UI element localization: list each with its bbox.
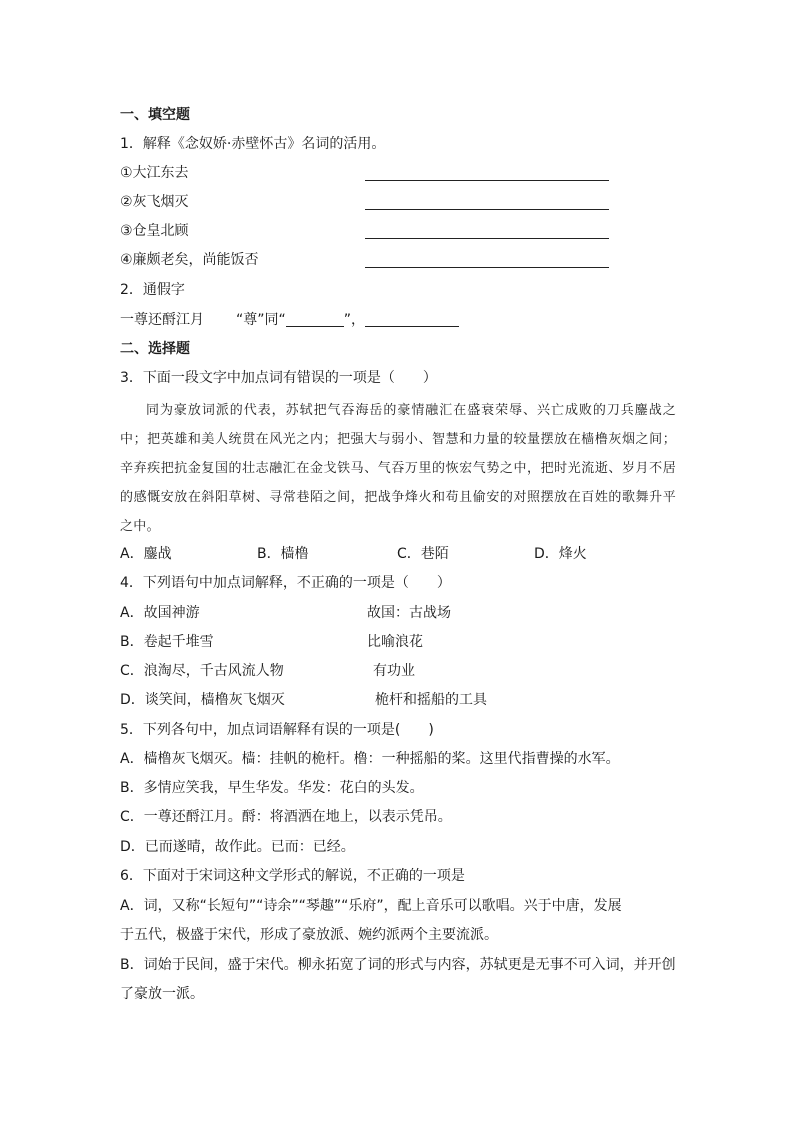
q1-item-2: ②灰飞烟灭 (120, 194, 189, 210)
answer-blank-4[interactable] (365, 267, 609, 268)
q5-option-c[interactable]: C．一尊还酹江月。酹：将酒洒在地上，以表示凭吊。 (120, 809, 452, 825)
q3-option-b[interactable]: B．樯橹 (257, 546, 309, 562)
q4-row-c-explanation: 有功业 (373, 663, 415, 679)
q6-option-b-line1[interactable]: B．词始于民间，盛于宋代。柳永拓宽了词的形式与内容，苏轼更是无事不可入词，并开创 (120, 957, 676, 973)
question-4-stem: 4．下列语句中加点词解释，不正确的一项是（ ） (120, 575, 451, 591)
q3-option-c[interactable]: C．巷陌 (397, 546, 449, 562)
q4-row-d-explanation: 桅杆和摇船的工具 (375, 692, 487, 708)
q2-phrase: 一尊还酹江月 (120, 312, 204, 328)
q3-option-d[interactable]: D．烽火 (534, 546, 587, 562)
question-3-stem: 3．下面一段文字中加点词有错误的一项是（ ） (120, 370, 437, 386)
answer-blank-6[interactable] (365, 312, 459, 327)
q6-option-a-line2: 于五代，极盛于宋代，形成了豪放派、婉约派两个主要流派。 (120, 927, 498, 943)
answer-blank-2[interactable] (365, 209, 609, 210)
answer-blank-5[interactable] (286, 312, 344, 327)
section-title-fill-blank: 一、填空题 (120, 107, 190, 123)
q4-row-c[interactable] (120, 661, 680, 681)
q3-passage: 同为豪放词派的代表，苏轼把气吞海岳的豪情融汇在盛衰荣辱、兴亡成败的刀兵鏖战之中；把英雄和美人统贯在风光之内；把强大与弱小、智慧和力量的较量摆放在樯橹灰烟之间；辛弃疾把抗金复国的壮志融汇在金戈铁马、气吞万里的恢宏气势之中，把时光流逝、岁月不居的感慨安放在斜阳草树、寻常巷陌之间，把战争烽火和苟且偷安的对照摆放在百姓的歌舞升平之中。 (120, 403, 676, 534)
question-2-stem: 2．通假字 (120, 282, 185, 298)
q4-row-d-phrase: D．谈笑间，樯橹灰飞烟灭 (120, 692, 285, 708)
q4-row-c-phrase: C．浪淘尽，千古风流人物 (120, 663, 284, 679)
q1-item-3: ③仓皇北顾 (120, 223, 189, 239)
q6-option-a-line1[interactable]: A．词，又称“长短句”“诗余”“琴趣”“乐府”，配上音乐可以歌唱。兴于中唐，发展 (120, 898, 622, 914)
q4-row-b-phrase: B．卷起千堆雪 (120, 634, 214, 650)
q3-option-a[interactable]: A．鏖战 (120, 546, 172, 562)
answer-blank-3[interactable] (365, 238, 609, 239)
question-1-stem: 1．解释《念奴娇·赤壁怀古》名词的活用。 (120, 136, 386, 152)
q2-tongjia-prefix: “尊”同“ (236, 312, 286, 328)
q1-item-1: ①大江东去 (120, 165, 189, 181)
q4-row-b-explanation: 比喻浪花 (367, 634, 423, 650)
q6-option-b-line2: 了豪放一派。 (120, 986, 204, 1002)
question-5-stem: 5．下列各句中，加点词语解释有误的一项是( ) (120, 722, 434, 738)
q5-option-b[interactable]: B．多情应笑我，早生华发。华发：花白的头发。 (120, 780, 424, 796)
q4-row-a-explanation: 故国：古战场 (367, 605, 451, 621)
q2-line (120, 310, 459, 330)
section-title-multiple-choice: 二、选择题 (120, 341, 190, 357)
q2-tongjia-suffix: ”， (343, 312, 366, 328)
q1-item-4: ④廉颇老矣，尚能饭否 (120, 252, 259, 268)
q5-option-d[interactable]: D．已而遂晴，故作此。已而：已经。 (120, 839, 355, 855)
q4-row-d[interactable] (120, 690, 680, 710)
q4-row-a-phrase: A．故国神游 (120, 605, 200, 621)
q5-option-a[interactable]: A．樯橹灰飞烟灭。樯：挂帆的桅杆。橹：一种摇船的桨。这里代指曹操的水军。 (120, 751, 620, 767)
q4-row-b[interactable] (120, 632, 680, 652)
q3-options (120, 544, 680, 564)
answer-blank-1[interactable] (365, 180, 609, 181)
q4-row-a[interactable] (120, 603, 680, 623)
question-6-stem: 6．下面对于宋词这种文学形式的解说，不正确的一项是 (120, 868, 465, 884)
